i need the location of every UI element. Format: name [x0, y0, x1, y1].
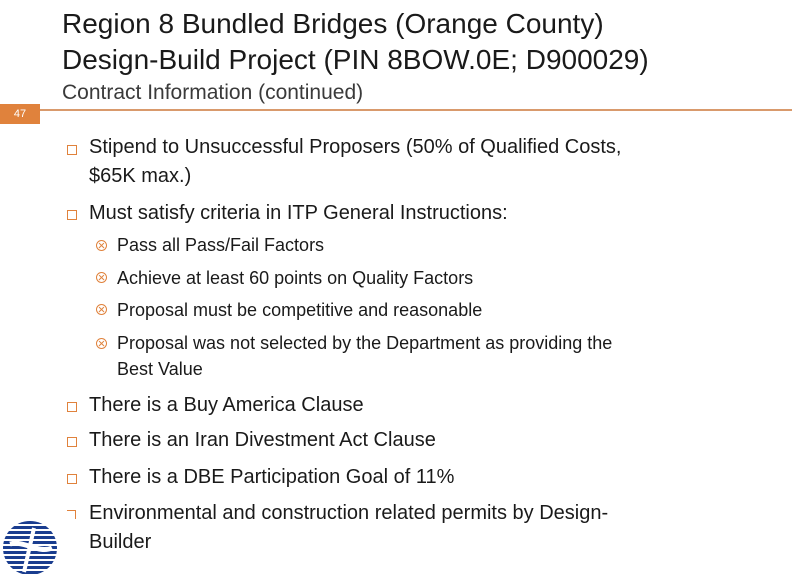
title-line-2: Design-Build Project (PIN 8BOW.0E; D900029) [62, 44, 649, 75]
bullet-permits-line-2: Builder [89, 531, 152, 553]
circle-x-bullet-icon [96, 272, 107, 283]
bullet-permits-line-1: Environmental and construction related permits by Design- [89, 502, 609, 524]
circle-x-bullet-icon [96, 240, 107, 251]
slide-subtitle: Contract Information (continued) [62, 81, 364, 104]
square-bullet-icon [67, 510, 76, 519]
square-bullet-icon [67, 474, 77, 484]
sub-bullet-best-value [117, 330, 612, 382]
sub-bullet-quality: Achieve at least 60 points on Quality Factors [117, 268, 474, 288]
sub-bullet-best-value-line-2: Best Value [117, 359, 203, 379]
bullet-dbe: There is a DBE Participation Goal of 11% [89, 466, 455, 488]
bullet-stipend [89, 133, 621, 191]
dot-logo [2, 514, 58, 576]
slide-number-badge: 47 [0, 104, 40, 124]
title-line-1: Region 8 Bundled Bridges (Orange County) [62, 8, 604, 39]
sub-bullet-best-value-line-1: Proposal was not selected by the Department as providing the [117, 333, 613, 353]
sub-bullet-competitive: Proposal must be competitive and reasonable [117, 300, 483, 320]
bullet-criteria: Must satisfy criteria in ITP General Instructions: [89, 202, 508, 224]
bullet-permits [89, 499, 608, 557]
circle-x-bullet-icon [96, 338, 107, 349]
bullet-buy-america: There is a Buy America Clause [89, 394, 364, 416]
square-bullet-icon [67, 210, 77, 220]
title-divider [40, 109, 792, 111]
bullet-iran: There is an Iran Divestment Act Clause [89, 429, 436, 451]
square-bullet-icon [67, 437, 77, 447]
slide-title [62, 6, 782, 78]
bullet-stipend-line-1: Stipend to Unsuccessful Proposers (50% of Qualified Costs, [89, 136, 622, 158]
bullet-stipend-line-2: $65K max.) [89, 165, 192, 187]
square-bullet-icon [67, 402, 77, 412]
circle-x-bullet-icon [96, 304, 107, 315]
square-bullet-icon [67, 145, 77, 155]
sub-bullet-pass-fail: Pass all Pass/Fail Factors [117, 235, 325, 255]
